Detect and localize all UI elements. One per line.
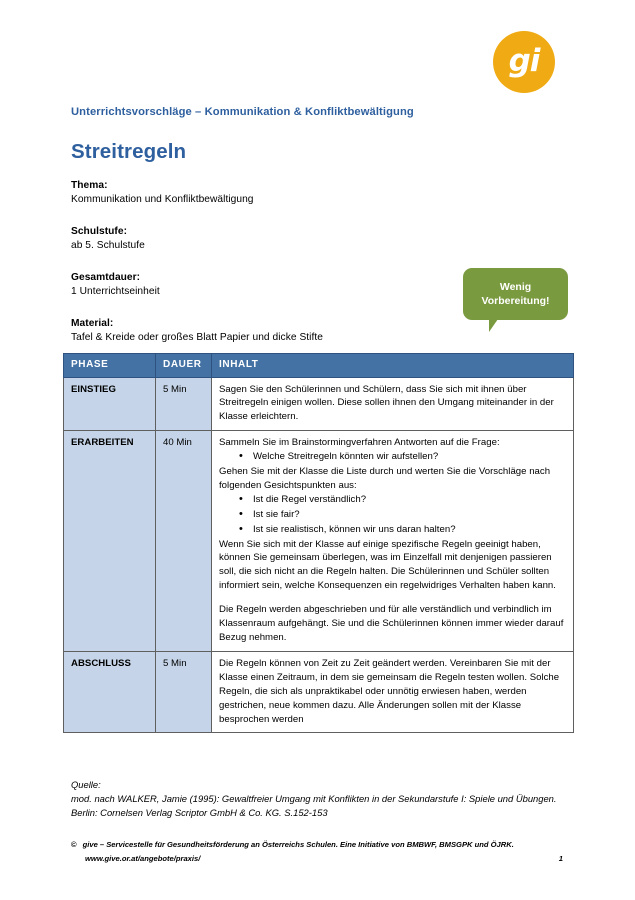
cell-dauer: 5 Min — [156, 651, 212, 733]
lesson-plan-table-wrapper — [63, 353, 573, 733]
column-header-dauer: DAUER — [156, 354, 212, 378]
cell-inhalt — [212, 651, 574, 733]
list-item: • Ist sie fair? — [239, 508, 566, 522]
meta-schulstufe-label: Schulstufe: — [71, 226, 128, 237]
cell-paragraph: Sagen Sie den Schülerinnen und Schülern, dass Sie sich mit ihnen über Streitregeln einigen wollen. Diese sollen ihnen den Umgang miteinander in der Klasse erleichtern. — [219, 383, 554, 423]
list-item: • Welche Streitregeln könnten wir aufstellen? — [239, 450, 566, 464]
cell-phase: EINSTIEG — [64, 377, 156, 431]
source-label: Quelle: — [71, 779, 101, 790]
cell-bullet-list — [219, 493, 566, 537]
meta-material-label: Material: — [71, 318, 114, 329]
meta-thema-value: Kommunikation und Konfliktbewältigung — [71, 194, 254, 205]
cell-inhalt — [212, 377, 574, 431]
give-logo — [493, 31, 555, 93]
footer-line-1 — [71, 838, 563, 852]
footer-line-2 — [71, 852, 563, 866]
meta-gesamtdauer-label: Gesamtdauer: — [71, 272, 141, 283]
list-item: • Ist die Regel verständlich? — [239, 493, 566, 507]
source-citation — [71, 778, 571, 820]
cell-paragraph: Gehen Sie mit der Klasse die Liste durch und werten Sie die Vorschläge nach folgenden Gesichtspunkten aus: — [219, 466, 551, 491]
footer-divider — [71, 833, 563, 834]
table-row — [64, 377, 574, 431]
meta-gesamtdauer-value: 1 Unterrichtseinheit — [71, 286, 160, 297]
cell-bullet-list — [219, 450, 566, 464]
cell-paragraph: Die Regeln können von Zeit zu Zeit geändert werden. Vereinbaren Sie mit der Klasse einen Zeitraum, in dem sie gemeinsam die Regeln testen wollen. Solche Regeln, die sich als unpraktikabel oder unnötig erwiesen haben, werden gestrichen, neue kommen dazu. Alle Änderungen sollen mit der Klasse besprochen werden — [219, 657, 560, 725]
cell-paragraph: Die Regeln werden abgeschrieben und für alle verständlich und verbindlich im Klassenraum aufgehängt. Sie und die Schülerinnen können immer wieder darauf Bezug nehmen. — [219, 604, 564, 643]
page-footer — [71, 838, 563, 866]
meta-material-value: Tafel & Kreide oder großes Blatt Papier und dicke Stifte — [71, 332, 323, 343]
document-kicker: Unterrichtsvorschläge – Kommunikation & Konfliktbewältigung — [71, 106, 414, 118]
table-row — [64, 651, 574, 733]
cell-inhalt — [212, 431, 574, 652]
column-header-inhalt: INHALT — [212, 354, 574, 378]
meta-thema — [71, 180, 491, 205]
source-text: mod. nach WALKER, Jamie (1995): Gewaltfreier Umgang mit Konflikten in der Sekundarstufe I: Spiele und Übungen. Berlin: Cornelsen Verlag Scriptor GmbH & Co. KG. S.152-153 — [71, 793, 557, 819]
cell-paragraph: Sammeln Sie im Brainstormingverfahren Antworten auf die Frage: — [219, 437, 500, 449]
cell-dauer: 40 Min — [156, 431, 212, 652]
logo-text: gi — [508, 42, 540, 79]
cell-phase: ABSCHLUSS — [64, 651, 156, 733]
meta-thema-label: Thema: — [71, 180, 108, 191]
preparation-badge-line2: Vorbereitung! — [481, 295, 550, 307]
preparation-badge — [463, 268, 568, 320]
cell-paragraph: Wenn Sie sich mit der Klasse auf einige spezifische Regeln geeinigt haben, können Sie gemeinsam überlegen, was im Einzelfall mit denjenigen passieren soll, die sich nicht an die Regeln halten. Die Schülerinnen und Schüler sollten informiert sein, welche Konsequenzen ein regelwidriges Verhalten haben kann. — [219, 538, 556, 592]
column-header-phase: PHASE — [64, 354, 156, 378]
footer-url[interactable]: www.give.or.at/angebote/praxis/ — [85, 854, 201, 864]
footer-org-text: give – Servicestelle für Gesundheitsförderung an Österreichs Schulen. Eine Initiative von BMBWF, BMSGPK und ÖJRK. — [82, 840, 514, 849]
table-header-row — [64, 354, 574, 378]
cell-dauer: 5 Min — [156, 377, 212, 431]
list-item: • Ist sie realistisch, können wir uns daran halten? — [239, 523, 566, 537]
copyright-icon: © — [71, 840, 77, 849]
page-title: Streitregeln — [71, 140, 187, 163]
page-number: 1 — [558, 854, 563, 864]
cell-phase: ERARBEITEN — [64, 431, 156, 652]
meta-schulstufe — [71, 226, 491, 251]
preparation-badge-tail — [489, 319, 504, 332]
table-row — [64, 431, 574, 652]
lesson-plan-table — [63, 353, 574, 733]
meta-material — [71, 318, 491, 343]
meta-schulstufe-value: ab 5. Schulstufe — [71, 240, 145, 251]
meta-gesamtdauer — [71, 272, 491, 297]
preparation-badge-line1: Wenig — [499, 280, 532, 293]
